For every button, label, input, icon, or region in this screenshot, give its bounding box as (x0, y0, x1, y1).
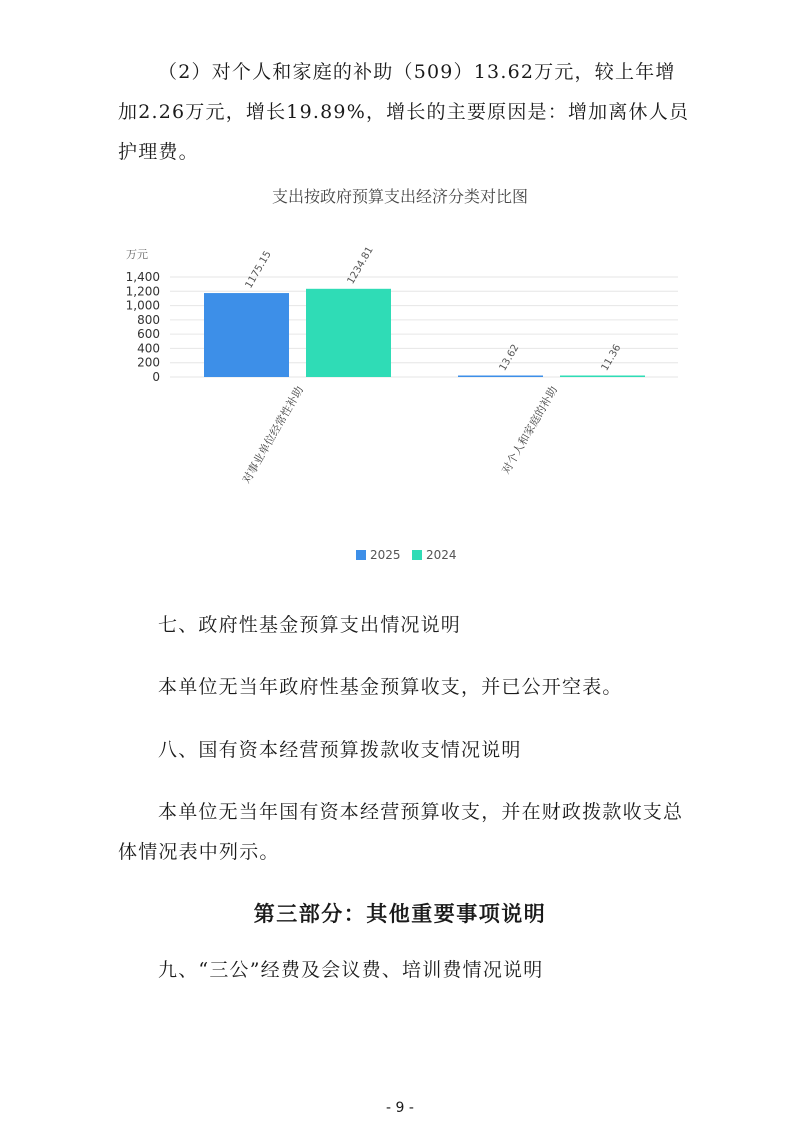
paragraph-personal-family-subsidy: （2）对个人和家庭的补助（509）13.62万元，较上年增加2.26万元，增长19.89%，增长的主要原因是：增加离休人员护理费。 (118, 61, 690, 163)
legend-swatch-2025 (356, 550, 366, 560)
heading-three-public-expenses: 九、“三公”经费及会议费、培训费情况说明 (158, 959, 544, 981)
bar-2024-1 (306, 289, 391, 377)
category-label: 对事业单位经常性补助 (239, 384, 307, 486)
bar-2024-2 (560, 376, 645, 378)
data-label: 13.62 (497, 342, 522, 373)
y-axis-unit: 万元 (126, 248, 148, 261)
data-label: 1234.81 (345, 244, 376, 287)
y-tick-label: 600 (137, 327, 160, 342)
y-tick-label: 800 (137, 312, 160, 327)
heading-state-capital-budget: 八、国有资本经营预算拨款收支情况说明 (158, 739, 522, 761)
page-number: - 9 - (386, 1100, 414, 1116)
bar-2025-1 (204, 293, 289, 377)
bar-2025-2 (458, 376, 543, 378)
y-tick-label: 0 (152, 370, 160, 384)
y-tick-label: 200 (137, 355, 160, 370)
part-three-heading: 第三部分：其他重要事项说明 (253, 902, 547, 926)
legend-label: 2024 (426, 548, 457, 562)
paragraph-gov-fund-none: 本单位无当年政府性基金预算收支，并已公开空表。 (158, 676, 623, 698)
heading-gov-fund-expenditure: 七、政府性基金预算支出情况说明 (158, 614, 462, 636)
legend-label: 2025 (370, 548, 401, 562)
y-tick-label: 400 (137, 341, 160, 356)
y-tick-label: 1,400 (125, 270, 160, 284)
legend-swatch-2024 (412, 550, 422, 560)
y-tick-label: 1,000 (125, 298, 160, 313)
data-label: 1175.15 (243, 249, 274, 291)
y-tick-label: 1,200 (125, 284, 160, 299)
category-label: 对个人和家庭的补助 (499, 384, 561, 477)
data-label: 11.36 (599, 342, 624, 373)
paragraph-state-capital-none: 本单位无当年国有资本经营预算收支，并在财政拨款收支总体情况表中列示。 (118, 801, 684, 863)
chart-title: 支出按政府预算支出经济分类对比图 (271, 187, 528, 206)
